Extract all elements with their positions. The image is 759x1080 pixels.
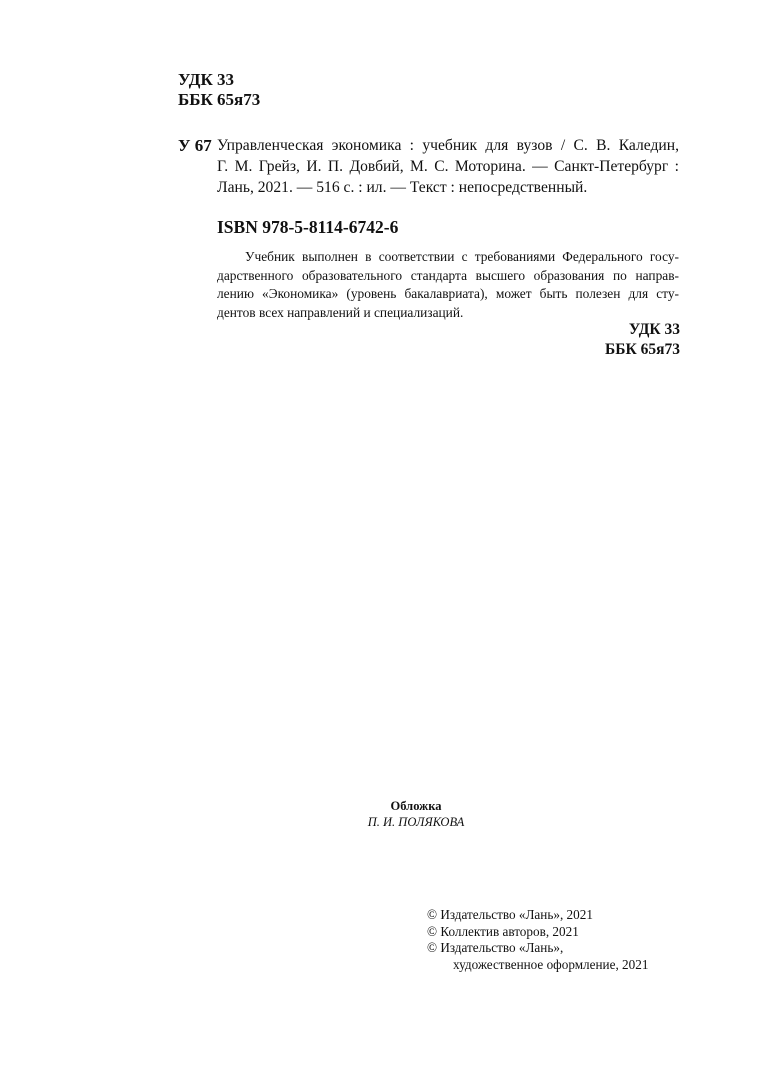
annotation-line: дентов всех направлений и специализаций.: [217, 304, 464, 320]
udk-code: УДК 33: [628, 321, 680, 338]
annotation-line: дарственного образовательного стандарта высшего образования по направ-: [217, 267, 679, 283]
annotation-line: Учебник выполнен в соответствии с требованиями Федерального госу-: [245, 249, 679, 264]
cover-designer: П. И. ПОЛЯКОВА: [367, 815, 465, 829]
udk-block-top: [178, 70, 260, 110]
udk-block-right: [605, 320, 680, 360]
bibliographic-record: [217, 135, 679, 198]
copyright-line: © Издательство «Лань»,: [427, 940, 564, 955]
author-mark: У 67: [178, 136, 212, 155]
isbn: ISBN 978-5-8114-6742-6: [217, 217, 399, 237]
bibliographic-line: Г. М. Грейз, И. П. Довбий, М. С. Моторина. — Санкт-Петербург :: [217, 158, 679, 175]
copyright-line: © Издательство «Лань», 2021: [427, 907, 593, 922]
udk-code: УДК 33: [178, 70, 235, 89]
copyright-block: [427, 907, 648, 973]
annotation-line: лению «Экономика» (уровень бакалавриата), может быть полезен для сту-: [217, 286, 679, 301]
copyright-line: © Коллектив авторов, 2021: [427, 923, 579, 939]
bibliographic-line: Управленческая экономика : учебник для вузов / С. В. Каледин,: [217, 137, 679, 154]
bbk-code: ББК 65я73: [605, 341, 680, 358]
bbk-code: ББК 65я73: [178, 90, 261, 109]
annotation: [217, 248, 679, 322]
copyright-line: художественное оформление, 2021: [453, 956, 649, 972]
cover-label: Обложка: [390, 799, 442, 813]
cover-credit: [340, 798, 492, 830]
bibliographic-line: Лань, 2021. — 516 с. : ил. — Текст : непосредственный.: [217, 179, 588, 196]
